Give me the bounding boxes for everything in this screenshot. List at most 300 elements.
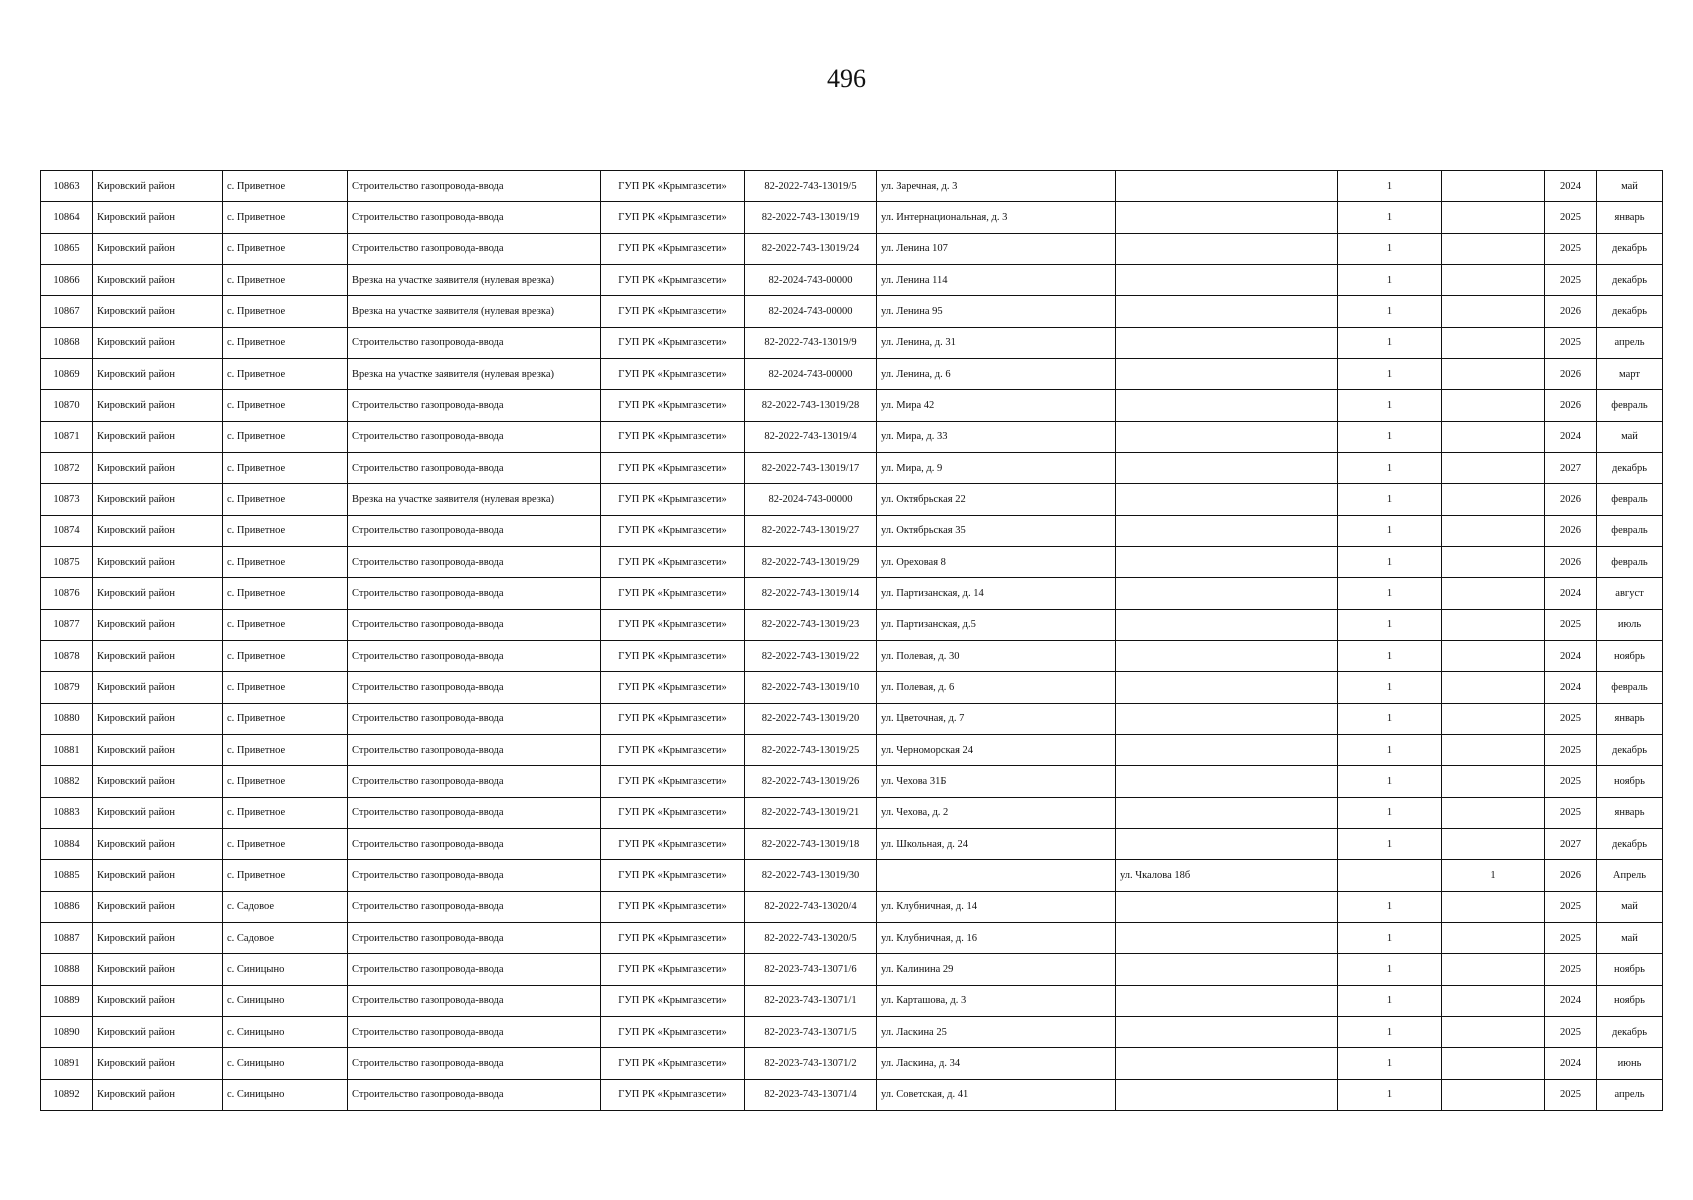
project-code-cell: 82-2024-743-00000 (745, 264, 877, 295)
quantity-alt-cell (1442, 922, 1545, 953)
month-cell: январь (1597, 797, 1663, 828)
table-row (41, 891, 1663, 922)
organization-cell: ГУП РК «Крымгазсети» (601, 296, 745, 327)
district-cell: Кировский район (93, 766, 223, 797)
work-type-cell: Строительство газопровода-ввода (348, 985, 601, 1016)
work-type-cell: Строительство газопровода-ввода (348, 922, 601, 953)
quantity-cell: 1 (1338, 515, 1442, 546)
month-cell: декабрь (1597, 233, 1663, 264)
locality-cell: с. Приветное (223, 358, 348, 389)
quantity-alt-cell (1442, 358, 1545, 389)
project-code-cell: 82-2022-743-13019/18 (745, 828, 877, 859)
locality-cell: с. Приветное (223, 578, 348, 609)
address-cell: ул. Ореховая 8 (877, 546, 1116, 577)
year-cell: 2025 (1545, 609, 1597, 640)
quantity-alt-cell (1442, 484, 1545, 515)
row-number: 10864 (41, 202, 93, 233)
locality-cell: с. Приветное (223, 515, 348, 546)
table-row (41, 484, 1663, 515)
organization-cell: ГУП РК «Крымгазсети» (601, 672, 745, 703)
organization-cell: ГУП РК «Крымгазсети» (601, 891, 745, 922)
locality-cell: с. Приветное (223, 390, 348, 421)
quantity-cell: 1 (1338, 922, 1442, 953)
organization-cell: ГУП РК «Крымгазсети» (601, 985, 745, 1016)
organization-cell: ГУП РК «Крымгазсети» (601, 484, 745, 515)
organization-cell: ГУП РК «Крымгазсети» (601, 264, 745, 295)
district-cell: Кировский район (93, 703, 223, 734)
quantity-cell: 1 (1338, 546, 1442, 577)
address-alt-cell (1116, 640, 1338, 671)
month-cell: декабрь (1597, 828, 1663, 859)
quantity-alt-cell (1442, 703, 1545, 734)
quantity-cell: 1 (1338, 609, 1442, 640)
row-number: 10883 (41, 797, 93, 828)
work-type-cell: Строительство газопровода-ввода (348, 1016, 601, 1047)
district-cell: Кировский район (93, 860, 223, 891)
year-cell: 2025 (1545, 1079, 1597, 1110)
table-row (41, 766, 1663, 797)
quantity-cell: 1 (1338, 734, 1442, 765)
address-alt-cell (1116, 734, 1338, 765)
quantity-cell: 1 (1338, 640, 1442, 671)
quantity-cell: 1 (1338, 233, 1442, 264)
table-row (41, 640, 1663, 671)
quantity-cell: 1 (1338, 421, 1442, 452)
address-cell: ул. Ленина 114 (877, 264, 1116, 295)
address-alt-cell (1116, 546, 1338, 577)
month-cell: Апрель (1597, 860, 1663, 891)
address-alt-cell (1116, 484, 1338, 515)
work-type-cell: Строительство газопровода-ввода (348, 828, 601, 859)
quantity-cell: 1 (1338, 171, 1442, 202)
table-row (41, 296, 1663, 327)
month-cell: декабрь (1597, 296, 1663, 327)
month-cell: февраль (1597, 390, 1663, 421)
locality-cell: с. Приветное (223, 327, 348, 358)
quantity-alt-cell (1442, 734, 1545, 765)
organization-cell: ГУП РК «Крымгазсети» (601, 954, 745, 985)
year-cell: 2026 (1545, 296, 1597, 327)
year-cell: 2024 (1545, 640, 1597, 671)
locality-cell: с. Приветное (223, 672, 348, 703)
address-alt-cell (1116, 452, 1338, 483)
district-cell: Кировский район (93, 546, 223, 577)
row-number: 10865 (41, 233, 93, 264)
month-cell: февраль (1597, 484, 1663, 515)
year-cell: 2024 (1545, 1048, 1597, 1079)
quantity-alt-cell (1442, 609, 1545, 640)
work-type-cell: Строительство газопровода-ввода (348, 327, 601, 358)
locality-cell: с. Приветное (223, 233, 348, 264)
gas-connection-table (40, 170, 1663, 1111)
district-cell: Кировский район (93, 327, 223, 358)
project-code-cell: 82-2023-743-13071/1 (745, 985, 877, 1016)
quantity-cell (1338, 860, 1442, 891)
work-type-cell: Строительство газопровода-ввода (348, 202, 601, 233)
quantity-cell: 1 (1338, 985, 1442, 1016)
address-alt-cell (1116, 171, 1338, 202)
quantity-cell: 1 (1338, 766, 1442, 797)
address-cell: ул. Октябрьская 22 (877, 484, 1116, 515)
project-code-cell: 82-2022-743-13019/25 (745, 734, 877, 765)
month-cell: декабрь (1597, 264, 1663, 295)
month-cell: май (1597, 171, 1663, 202)
row-number: 10888 (41, 954, 93, 985)
table-row (41, 202, 1663, 233)
work-type-cell: Строительство газопровода-ввода (348, 797, 601, 828)
address-cell: ул. Советская, д. 41 (877, 1079, 1116, 1110)
address-cell: ул. Ленина, д. 31 (877, 327, 1116, 358)
table-row (41, 985, 1663, 1016)
address-alt-cell (1116, 703, 1338, 734)
project-code-cell: 82-2022-743-13019/10 (745, 672, 877, 703)
district-cell: Кировский район (93, 891, 223, 922)
year-cell: 2025 (1545, 1016, 1597, 1047)
district-cell: Кировский район (93, 734, 223, 765)
month-cell: август (1597, 578, 1663, 609)
locality-cell: с. Приветное (223, 484, 348, 515)
organization-cell: ГУП РК «Крымгазсети» (601, 421, 745, 452)
locality-cell: с. Приветное (223, 734, 348, 765)
address-cell: ул. Чехова, д. 2 (877, 797, 1116, 828)
row-number: 10872 (41, 452, 93, 483)
row-number: 10879 (41, 672, 93, 703)
locality-cell: с. Приветное (223, 421, 348, 452)
year-cell: 2025 (1545, 766, 1597, 797)
locality-cell: с. Приветное (223, 828, 348, 859)
table-row (41, 578, 1663, 609)
project-code-cell: 82-2022-743-13019/28 (745, 390, 877, 421)
project-code-cell: 82-2022-743-13019/24 (745, 233, 877, 264)
address-alt-cell (1116, 390, 1338, 421)
work-type-cell: Врезка на участке заявителя (нулевая врезка) (348, 484, 601, 515)
locality-cell: с. Приветное (223, 609, 348, 640)
quantity-alt-cell (1442, 515, 1545, 546)
year-cell: 2026 (1545, 390, 1597, 421)
year-cell: 2024 (1545, 985, 1597, 1016)
month-cell: январь (1597, 703, 1663, 734)
quantity-alt-cell (1442, 797, 1545, 828)
organization-cell: ГУП РК «Крымгазсети» (601, 860, 745, 891)
work-type-cell: Строительство газопровода-ввода (348, 1048, 601, 1079)
table-row (41, 797, 1663, 828)
row-number: 10884 (41, 828, 93, 859)
quantity-alt-cell (1442, 954, 1545, 985)
address-cell: ул. Черноморская 24 (877, 734, 1116, 765)
address-alt-cell (1116, 233, 1338, 264)
row-number: 10867 (41, 296, 93, 327)
district-cell: Кировский район (93, 358, 223, 389)
table-row (41, 515, 1663, 546)
project-code-cell: 82-2022-743-13019/5 (745, 171, 877, 202)
address-cell: ул. Полевая, д. 6 (877, 672, 1116, 703)
address-alt-cell (1116, 922, 1338, 953)
address-cell: ул. Школьная, д. 24 (877, 828, 1116, 859)
table-row (41, 828, 1663, 859)
year-cell: 2025 (1545, 734, 1597, 765)
month-cell: май (1597, 891, 1663, 922)
row-number: 10881 (41, 734, 93, 765)
table-row (41, 233, 1663, 264)
project-code-cell: 82-2024-743-00000 (745, 484, 877, 515)
quantity-alt-cell (1442, 296, 1545, 327)
address-alt-cell (1116, 766, 1338, 797)
row-number: 10891 (41, 1048, 93, 1079)
quantity-cell: 1 (1338, 358, 1442, 389)
project-code-cell: 82-2022-743-13019/21 (745, 797, 877, 828)
organization-cell: ГУП РК «Крымгазсети» (601, 171, 745, 202)
address-cell: ул. Мира, д. 9 (877, 452, 1116, 483)
work-type-cell: Врезка на участке заявителя (нулевая врезка) (348, 358, 601, 389)
table-row (41, 922, 1663, 953)
project-code-cell: 82-2022-743-13019/23 (745, 609, 877, 640)
address-alt-cell (1116, 954, 1338, 985)
year-cell: 2025 (1545, 264, 1597, 295)
locality-cell: с. Синицыно (223, 985, 348, 1016)
quantity-alt-cell (1442, 1048, 1545, 1079)
quantity-alt-cell (1442, 421, 1545, 452)
quantity-alt-cell (1442, 171, 1545, 202)
work-type-cell: Строительство газопровода-ввода (348, 609, 601, 640)
row-number: 10863 (41, 171, 93, 202)
organization-cell: ГУП РК «Крымгазсети» (601, 202, 745, 233)
address-cell: ул. Мира 42 (877, 390, 1116, 421)
organization-cell: ГУП РК «Крымгазсети» (601, 358, 745, 389)
quantity-alt-cell (1442, 985, 1545, 1016)
work-type-cell: Строительство газопровода-ввода (348, 703, 601, 734)
address-alt-cell: ул. Чкалова 18б (1116, 860, 1338, 891)
table-row (41, 609, 1663, 640)
year-cell: 2026 (1545, 515, 1597, 546)
district-cell: Кировский район (93, 609, 223, 640)
row-number: 10886 (41, 891, 93, 922)
locality-cell: с. Приветное (223, 171, 348, 202)
row-number: 10875 (41, 546, 93, 577)
quantity-cell: 1 (1338, 891, 1442, 922)
year-cell: 2025 (1545, 202, 1597, 233)
year-cell: 2025 (1545, 922, 1597, 953)
table-row (41, 327, 1663, 358)
district-cell: Кировский район (93, 578, 223, 609)
work-type-cell: Врезка на участке заявителя (нулевая врезка) (348, 296, 601, 327)
row-number: 10870 (41, 390, 93, 421)
district-cell: Кировский район (93, 452, 223, 483)
project-code-cell: 82-2022-743-13019/27 (745, 515, 877, 546)
quantity-cell: 1 (1338, 1016, 1442, 1047)
address-alt-cell (1116, 578, 1338, 609)
work-type-cell: Строительство газопровода-ввода (348, 421, 601, 452)
work-type-cell: Врезка на участке заявителя (нулевая врезка) (348, 264, 601, 295)
month-cell: май (1597, 421, 1663, 452)
work-type-cell: Строительство газопровода-ввода (348, 546, 601, 577)
organization-cell: ГУП РК «Крымгазсети» (601, 734, 745, 765)
year-cell: 2027 (1545, 828, 1597, 859)
quantity-cell: 1 (1338, 264, 1442, 295)
table-row (41, 860, 1663, 891)
address-alt-cell (1116, 515, 1338, 546)
organization-cell: ГУП РК «Крымгазсети» (601, 797, 745, 828)
row-number: 10874 (41, 515, 93, 546)
month-cell: февраль (1597, 515, 1663, 546)
row-number: 10887 (41, 922, 93, 953)
quantity-alt-cell (1442, 672, 1545, 703)
project-code-cell: 82-2022-743-13020/5 (745, 922, 877, 953)
table-row (41, 954, 1663, 985)
locality-cell: с. Приветное (223, 860, 348, 891)
district-cell: Кировский район (93, 985, 223, 1016)
month-cell: май (1597, 922, 1663, 953)
quantity-cell: 1 (1338, 484, 1442, 515)
month-cell: апрель (1597, 327, 1663, 358)
table-row (41, 358, 1663, 389)
table-row (41, 171, 1663, 202)
quantity-cell: 1 (1338, 672, 1442, 703)
organization-cell: ГУП РК «Крымгазсети» (601, 1079, 745, 1110)
month-cell: март (1597, 358, 1663, 389)
quantity-cell: 1 (1338, 578, 1442, 609)
year-cell: 2025 (1545, 233, 1597, 264)
quantity-alt-cell (1442, 546, 1545, 577)
address-cell: ул. Чехова 31Б (877, 766, 1116, 797)
locality-cell: с. Синицыно (223, 1016, 348, 1047)
project-code-cell: 82-2022-743-13019/9 (745, 327, 877, 358)
address-cell: ул. Ласкина, д. 34 (877, 1048, 1116, 1079)
organization-cell: ГУП РК «Крымгазсети» (601, 390, 745, 421)
project-code-cell: 82-2022-743-13019/22 (745, 640, 877, 671)
quantity-cell: 1 (1338, 327, 1442, 358)
month-cell: декабрь (1597, 1016, 1663, 1047)
quantity-cell: 1 (1338, 954, 1442, 985)
address-cell: ул. Партизанская, д.5 (877, 609, 1116, 640)
locality-cell: с. Приветное (223, 296, 348, 327)
row-number: 10868 (41, 327, 93, 358)
month-cell: декабрь (1597, 734, 1663, 765)
district-cell: Кировский район (93, 484, 223, 515)
year-cell: 2025 (1545, 797, 1597, 828)
organization-cell: ГУП РК «Крымгазсети» (601, 828, 745, 859)
row-number: 10892 (41, 1079, 93, 1110)
organization-cell: ГУП РК «Крымгазсети» (601, 640, 745, 671)
project-code-cell: 82-2022-743-13020/4 (745, 891, 877, 922)
address-cell: ул. Октябрьская 35 (877, 515, 1116, 546)
table-row (41, 421, 1663, 452)
table-row (41, 546, 1663, 577)
district-cell: Кировский район (93, 954, 223, 985)
work-type-cell: Строительство газопровода-ввода (348, 891, 601, 922)
table-row (41, 703, 1663, 734)
project-code-cell: 82-2023-743-13071/2 (745, 1048, 877, 1079)
row-number: 10869 (41, 358, 93, 389)
quantity-alt-cell (1442, 452, 1545, 483)
address-cell: ул. Ласкина 25 (877, 1016, 1116, 1047)
quantity-alt-cell (1442, 390, 1545, 421)
work-type-cell: Строительство газопровода-ввода (348, 578, 601, 609)
organization-cell: ГУП РК «Крымгазсети» (601, 546, 745, 577)
work-type-cell: Строительство газопровода-ввода (348, 766, 601, 797)
month-cell: ноябрь (1597, 954, 1663, 985)
organization-cell: ГУП РК «Крымгазсети» (601, 327, 745, 358)
address-alt-cell (1116, 421, 1338, 452)
row-number: 10871 (41, 421, 93, 452)
locality-cell: с. Синицыно (223, 1079, 348, 1110)
year-cell: 2025 (1545, 954, 1597, 985)
district-cell: Кировский район (93, 515, 223, 546)
address-cell: ул. Партизанская, д. 14 (877, 578, 1116, 609)
address-cell: ул. Цветочная, д. 7 (877, 703, 1116, 734)
locality-cell: с. Синицыно (223, 1048, 348, 1079)
month-cell: ноябрь (1597, 640, 1663, 671)
district-cell: Кировский район (93, 296, 223, 327)
project-code-cell: 82-2022-743-13019/19 (745, 202, 877, 233)
quantity-alt-cell: 1 (1442, 860, 1545, 891)
work-type-cell: Строительство газопровода-ввода (348, 515, 601, 546)
address-alt-cell (1116, 296, 1338, 327)
locality-cell: с. Садовое (223, 922, 348, 953)
address-alt-cell (1116, 891, 1338, 922)
quantity-cell: 1 (1338, 390, 1442, 421)
organization-cell: ГУП РК «Крымгазсети» (601, 609, 745, 640)
organization-cell: ГУП РК «Крымгазсети» (601, 1048, 745, 1079)
month-cell: апрель (1597, 1079, 1663, 1110)
row-number: 10889 (41, 985, 93, 1016)
district-cell: Кировский район (93, 828, 223, 859)
month-cell: декабрь (1597, 452, 1663, 483)
month-cell: июль (1597, 609, 1663, 640)
month-cell: февраль (1597, 546, 1663, 577)
district-cell: Кировский район (93, 797, 223, 828)
month-cell: ноябрь (1597, 766, 1663, 797)
address-alt-cell (1116, 327, 1338, 358)
district-cell: Кировский район (93, 1048, 223, 1079)
locality-cell: с. Садовое (223, 891, 348, 922)
month-cell: июнь (1597, 1048, 1663, 1079)
organization-cell: ГУП РК «Крымгазсети» (601, 578, 745, 609)
address-alt-cell (1116, 1079, 1338, 1110)
quantity-alt-cell (1442, 233, 1545, 264)
row-number: 10877 (41, 609, 93, 640)
page-number: 496 (827, 64, 866, 93)
row-number: 10885 (41, 860, 93, 891)
district-cell: Кировский район (93, 1016, 223, 1047)
address-cell: ул. Ленина, д. 6 (877, 358, 1116, 389)
address-cell: ул. Калинина 29 (877, 954, 1116, 985)
row-number: 10878 (41, 640, 93, 671)
address-alt-cell (1116, 797, 1338, 828)
address-cell: ул. Клубничная, д. 14 (877, 891, 1116, 922)
year-cell: 2026 (1545, 860, 1597, 891)
address-alt-cell (1116, 985, 1338, 1016)
project-code-cell: 82-2022-743-13019/29 (745, 546, 877, 577)
organization-cell: ГУП РК «Крымгазсети» (601, 515, 745, 546)
row-number: 10890 (41, 1016, 93, 1047)
work-type-cell: Строительство газопровода-ввода (348, 233, 601, 264)
address-alt-cell (1116, 828, 1338, 859)
address-alt-cell (1116, 609, 1338, 640)
quantity-alt-cell (1442, 1016, 1545, 1047)
project-code-cell: 82-2022-743-13019/26 (745, 766, 877, 797)
locality-cell: с. Приветное (223, 202, 348, 233)
quantity-alt-cell (1442, 766, 1545, 797)
year-cell: 2027 (1545, 452, 1597, 483)
quantity-alt-cell (1442, 327, 1545, 358)
project-code-cell: 82-2022-743-13019/14 (745, 578, 877, 609)
work-type-cell: Строительство газопровода-ввода (348, 954, 601, 985)
address-alt-cell (1116, 672, 1338, 703)
address-cell: ул. Полевая, д. 30 (877, 640, 1116, 671)
quantity-cell: 1 (1338, 828, 1442, 859)
project-code-cell: 82-2023-743-13071/4 (745, 1079, 877, 1110)
year-cell: 2026 (1545, 546, 1597, 577)
